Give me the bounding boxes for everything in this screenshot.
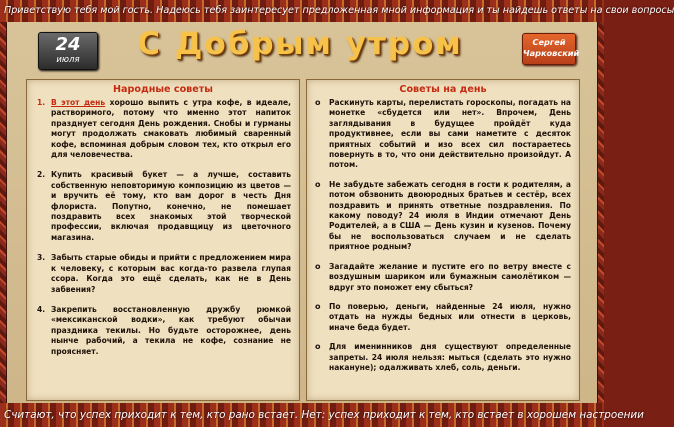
top-ticker-text: Приветствую тебя мой гость. Надеюсь тебя заинтересует предложенная мной информация и ты найдешь ответы на свои вопросы	[4, 5, 674, 16]
item-number: 3.	[37, 253, 46, 263]
item-text: Не забудьте забежать сегодня в гости к родителям, а потом обзвонить двоюродных братьев и сестёр, всех поздравить и принять ответные поздравления. По какому поводу? 24 июля в Индии отмечают День Родителей, а в США — День кузин и кузенов. Почему бы не воспользоваться случаем и не сделать приятное родным?	[329, 179, 571, 252]
folk-advice-title: Народные советы	[113, 84, 213, 95]
bullet-icon: o	[315, 179, 321, 189]
list-item	[27, 98, 299, 160]
item-number: 4.	[37, 304, 46, 314]
list-item	[27, 305, 299, 357]
item-text: По поверью, деньги, найденные 24 июля, нужно отдать на нужды бедных или отнести в церковь, иначе беда будет.	[329, 301, 571, 332]
list-item	[27, 253, 299, 295]
bullet-icon: o	[315, 301, 321, 311]
author-first-name: Сергей	[532, 37, 566, 47]
item-text: хорошо выпить с утра кофе, в идеале, растворимого, потому что именно этот напиток празднует сегодня День рождения. Снобы и гурманы могут продолжать смаковать любимый сваренный кофе, вспоминая добрым словом тех, кто открыл его для человечества.	[51, 98, 291, 160]
item-text: Купить красивый букет — а лучше, составить собственную неповторимую композицию из цветов — и вручить её тому, кто вам дорог в честь Дня флориста. Попутно, конечно, не помешает поздравить всех знакомых этой творческой профессии, включая продавщицу из цветочного магазина.	[51, 170, 291, 242]
item-text: Закрепить восстановленную дружбу рюмкой «мексиканской водки», как требуют обычаи праздника текилы. Но будьте осторожнее, день нынче рабочий, а текила не кофе, сознание не проясняет.	[51, 304, 291, 356]
item-text: Раскинуть карты, перелистать гороскопы, погадать на монетке «сбудется или нет». Впрочем, День заглядывания в будущее пройдёт куда продуктивнее, если вы сами наметите с десяток приятных событий и изо всех сил постараетесь повернуть в то, что они действительно произойдут. А потом.	[329, 98, 571, 170]
list-item	[307, 342, 579, 373]
list-item	[307, 262, 579, 293]
item-text: Загадайте желание и пустите его по ветру вместе с воздушным шариком или бумажным самолётиком — вдруг это поможет ему сбыться?	[329, 261, 571, 292]
daily-advice-panel	[306, 79, 580, 401]
date-badge	[38, 32, 98, 70]
page-title: С Добрым утром	[137, 26, 463, 62]
list-item	[307, 302, 579, 333]
bullet-icon: o	[315, 342, 321, 352]
date-day: 24	[55, 34, 81, 55]
author-last-name: Чарковский	[523, 48, 580, 58]
daily-advice-title: Советы на день	[399, 84, 487, 95]
folk-advice-panel	[26, 79, 300, 401]
date-month: июля	[56, 55, 80, 65]
item-number: 1.	[37, 98, 46, 107]
item-text: Забыть старые обиды и прийти с предложением мира к человеку, с которым вас когда-то развела глупая ссора. Когда это ещё сделать, как не в День забвения?	[51, 253, 291, 294]
bullet-icon: o	[315, 261, 321, 271]
item-highlight: В этот день	[51, 98, 106, 107]
bottom-ticker-text: Считают, что успех приходит к тем, кто рано встает. Нет: успех приходит к тем, кто встает в хорошем настроении	[4, 409, 644, 421]
bullet-icon: o	[315, 98, 321, 107]
list-item	[307, 180, 579, 253]
author-badge	[522, 33, 580, 65]
list-item	[307, 98, 579, 171]
item-number: 2.	[37, 170, 46, 180]
list-item	[27, 170, 299, 243]
item-text: Для именинников дня существуют определенные запреты. 24 июля нельзя: мыться (сделать это нужно накануне); одалживать хлеб, соль, деньги.	[329, 342, 571, 372]
